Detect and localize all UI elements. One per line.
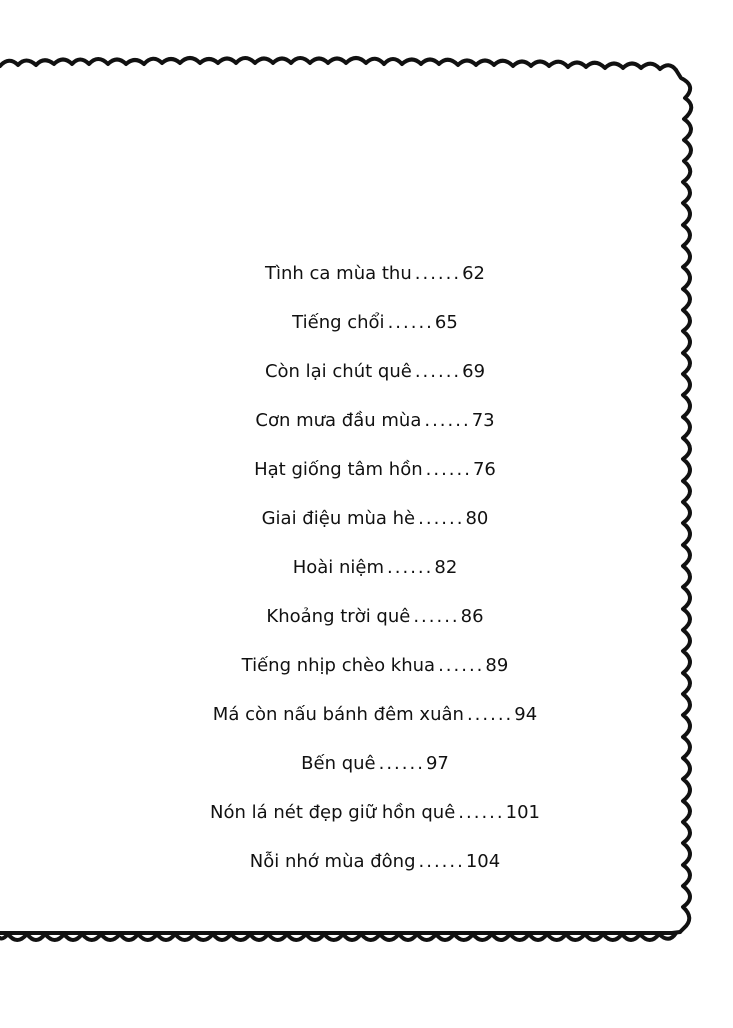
toc-entry[interactable] [0, 406, 733, 455]
toc-entry[interactable] [0, 308, 733, 357]
toc-page-number: 101 [505, 802, 540, 823]
toc-entry[interactable] [0, 553, 733, 602]
toc-entry-title: Hoài niệm [292, 557, 385, 578]
toc-entry-title: Còn lại chút quê [264, 361, 412, 382]
toc-leader: ...... [424, 410, 471, 431]
toc-entry[interactable] [0, 504, 733, 553]
toc-leader: ...... [414, 263, 462, 284]
toc-entry-title: Má còn nấu bánh đêm xuân [212, 704, 464, 725]
toc-leader: ...... [425, 459, 472, 480]
toc-leader: ...... [387, 312, 434, 333]
toc-leader: ...... [378, 753, 425, 774]
toc-entry-title: Giai điệu mùa hè [261, 508, 416, 529]
frame-top-edge [0, 58, 676, 70]
toc-entry[interactable] [0, 798, 733, 847]
toc-page-number: 89 [485, 655, 509, 676]
toc-leader: ...... [438, 655, 485, 676]
toc-page-number: 69 [462, 361, 486, 382]
toc-entry[interactable] [0, 700, 733, 749]
toc-leader: ...... [466, 704, 514, 725]
toc-entry-title: Nỗi nhớ mùa đông [249, 851, 416, 872]
toc-leader: ...... [418, 508, 465, 529]
toc-leader: ...... [418, 851, 465, 872]
toc-leader: ...... [387, 557, 434, 578]
toc-entry-title: Bến quê [301, 753, 376, 774]
frame-bottom-scallops [0, 933, 676, 940]
toc-page-number: 86 [460, 606, 484, 627]
toc-leader: ...... [458, 802, 505, 823]
toc-entry-title: Khoảng trời quê [266, 606, 411, 627]
toc-entry-title: Tiếng chổi [292, 312, 385, 333]
table-of-contents [0, 259, 733, 896]
frame-bottom-edge [0, 932, 680, 933]
toc-entry[interactable] [0, 357, 733, 406]
toc-entry[interactable] [0, 602, 733, 651]
toc-entry[interactable] [0, 651, 733, 700]
toc-page-number: 97 [425, 753, 449, 774]
toc-page-number: 76 [472, 459, 496, 480]
toc-page-number: 80 [465, 508, 489, 529]
toc-entry-title: Tình ca mùa thu [264, 263, 412, 284]
toc-entry[interactable] [0, 749, 733, 798]
toc-leader: ...... [414, 361, 462, 382]
toc-entry-title: Tiếng nhịp chèo khua [241, 655, 436, 676]
toc-entry-title: Hạt giống tâm hồn [254, 459, 423, 480]
toc-entry[interactable] [0, 455, 733, 504]
toc-entry-title: Nón lá nét đẹp giữ hồn quê [210, 802, 456, 823]
toc-page-number: 62 [462, 263, 485, 284]
toc-page-number: 104 [465, 851, 501, 872]
toc-entry-title: Cơn mưa đầu mùa [255, 410, 422, 431]
toc-entry[interactable] [0, 259, 733, 308]
toc-page-number: 73 [471, 410, 495, 431]
toc-page-number: 94 [514, 704, 538, 725]
toc-leader: ...... [413, 606, 460, 627]
toc-entry[interactable] [0, 847, 733, 896]
toc-page-number: 82 [434, 557, 458, 578]
toc-page-number: 65 [434, 312, 458, 333]
